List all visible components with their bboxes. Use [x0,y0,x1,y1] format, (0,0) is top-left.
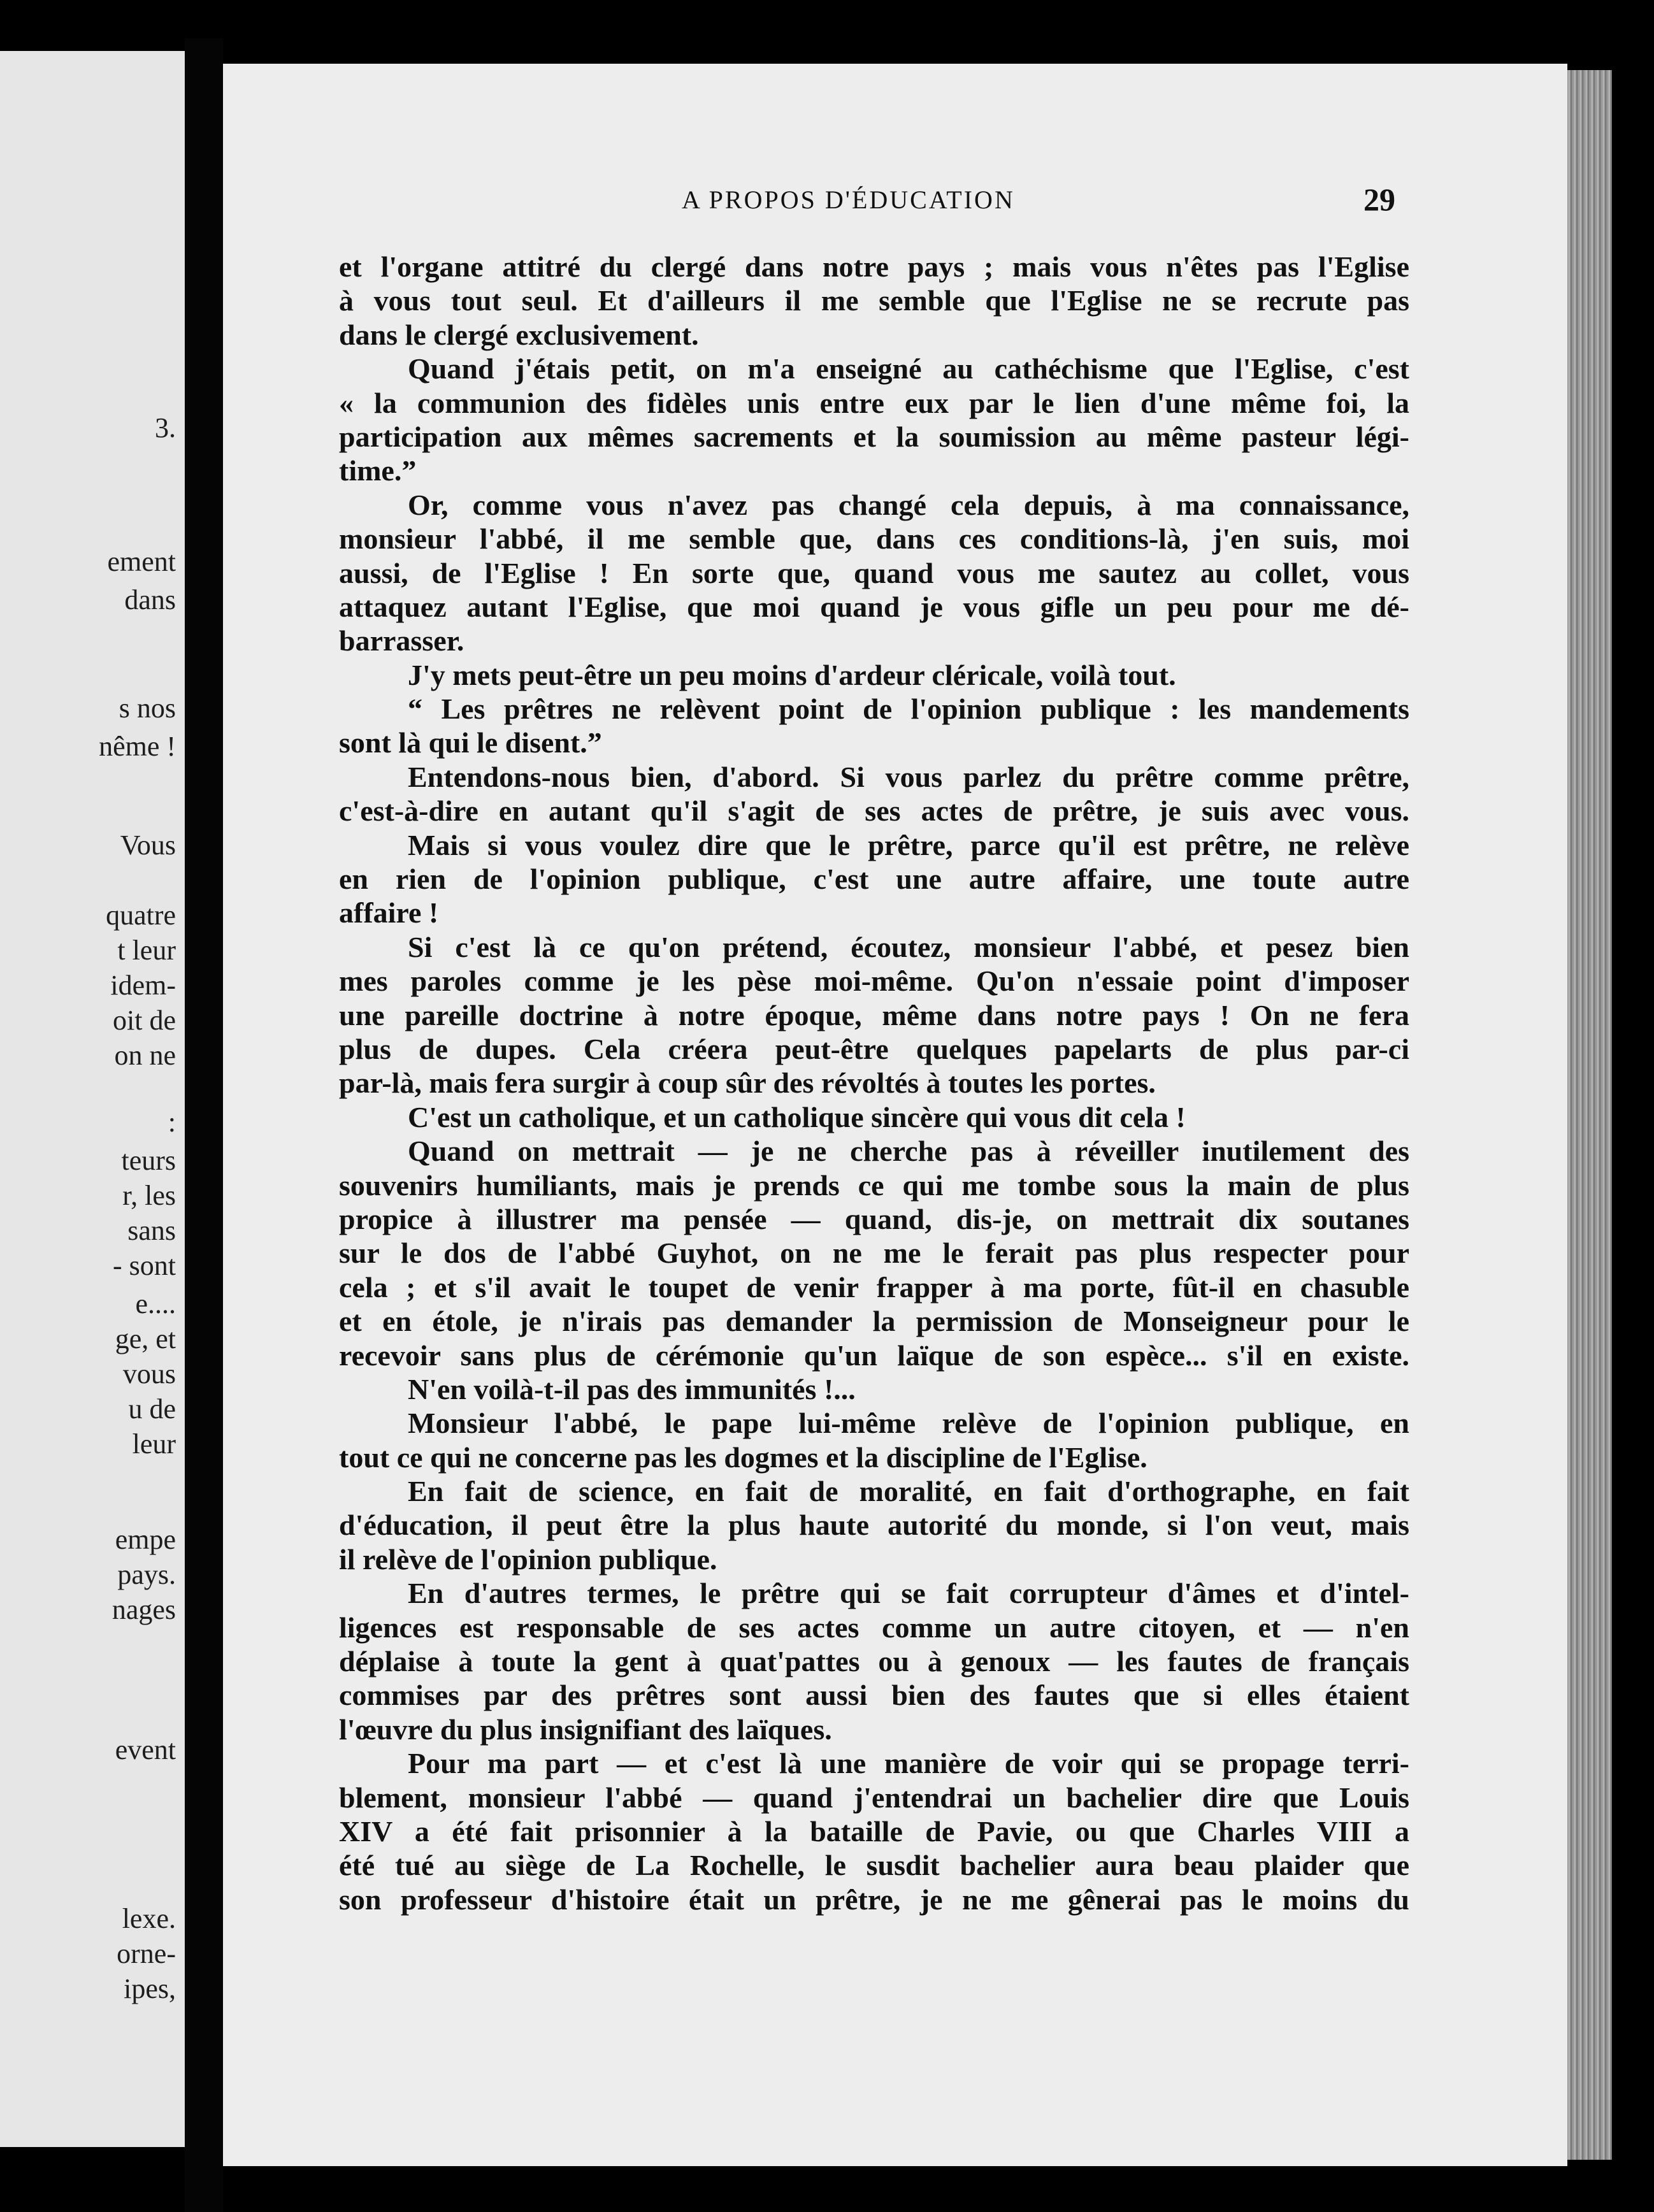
text-line: déplaise à toute la gent à quat'pattes ou à genoux — les fautes de français [339,1645,1409,1678]
text-line: tout ce qui ne concerne pas les dogmes et la discipline de l'Eglise. [339,1440,1147,1474]
text-line: recevoir sans plus de cérémonie qu'un laïque de son espèce... s'il en existe. [339,1339,1409,1372]
text-line: souvenirs humiliants, mais je prends ce qui me tombe sous la main de plus [339,1168,1409,1202]
text-line: sont là qui le disent.” [339,726,602,759]
facing-page-fragment: t leur [117,935,176,966]
text-line: aussi, de l'Eglise ! En sorte que, quand vous me sautez au collet, vous [339,556,1409,589]
body-text [339,250,1409,1916]
book-gutter [185,38,223,2212]
text-line: N'en voilà-t-il pas des immunités !... [408,1372,856,1405]
facing-page-fragment: lexe. [122,1903,176,1934]
facing-page-fragment: oit de [113,1005,176,1036]
facing-page-fragment: event [115,1734,176,1765]
facing-page-fragment: vous [122,1358,176,1390]
text-line: Si c'est là ce qu'on prétend, écoutez, monsieur l'abbé, et pesez bien [408,930,1409,963]
facing-page-fragment: sans [127,1215,176,1246]
text-line: Pour ma part — et c'est là une manière de voir qui se propage terri- [408,1747,1409,1780]
facing-page-fragment: u de [128,1393,176,1425]
book-page [223,64,1567,2166]
text-line: barrasser. [339,624,464,657]
text-line: propice à illustrer ma pensée — quand, dis-je, on mettrait dix soutanes [339,1202,1409,1235]
text-line: été tué au siège de La Rochelle, le susdit bachelier aura beau plaider que [339,1849,1409,1882]
text-line: et l'organe attitré du clergé dans notre pays ; mais vous n'êtes pas l'Eglise [339,250,1409,283]
text-line: blement, monsieur l'abbé — quand j'entendrai un bachelier dire que Louis [339,1781,1409,1814]
text-line: Quand j'étais petit, on m'a enseigné au cathéchisme que l'Eglise, c'est [408,352,1409,385]
text-line: il relève de l'opinion publique. [339,1542,717,1576]
facing-page-fragment: - sont [113,1250,176,1281]
text-line: d'éducation, il peut être la plus haute autorité du monde, si l'on veut, mais [339,1509,1409,1542]
facing-page-fragment: e.... [135,1288,176,1319]
facing-page-fragment: idem- [110,970,176,1001]
facing-page-fragment: nages [111,1594,176,1625]
facing-page-fragment: Vous [120,830,176,861]
facing-page-fragment: pays. [117,1559,176,1590]
text-line: cela ; et s'il avait le toupet de venir frapper à ma porte, fût-il en chasuble [339,1270,1409,1304]
facing-page-fragment: quatre [106,900,176,931]
text-line: time.” [339,454,417,487]
facing-page-fragment: on ne [114,1040,176,1071]
facing-page-fragment: ipes, [124,1973,176,2004]
text-line: c'est-à-dire en autant qu'il s'agit de ses actes de prêtre, je suis avec vous. [339,794,1409,828]
text-line: En d'autres termes, le prêtre qui se fait corrupteur d'âmes et d'intel- [408,1577,1409,1610]
page-number: 29 [1363,182,1395,217]
text-line: XIV a été fait prisonnier à la bataille de Pavie, ou que Charles VIII a [339,1814,1409,1848]
text-line: en rien de l'opinion publique, c'est une autre affaire, une toute autre [339,863,1409,896]
facing-page-fragment: s nos [119,693,176,724]
text-line: l'œuvre du plus insignifiant des laïques. [339,1713,832,1746]
text-line: mes paroles comme je les pèse moi-même. Qu'on n'essaie point d'imposer [339,965,1409,998]
text-line: J'y mets peut-être un peu moins d'ardeur cléricale, voilà tout. [408,658,1176,691]
text-line: dans le clergé exclusivement. [339,318,699,351]
running-head [223,182,1567,229]
text-line: commises par des prêtres sont aussi bien des fautes que si elles étaient [339,1679,1409,1712]
text-line: « la communion des fidèles unis entre eux par le lien d'une même foi, la [339,386,1409,419]
facing-page [0,51,185,2147]
text-line: affaire ! [339,896,439,930]
facing-page-fragment: nême ! [99,731,176,762]
text-line: attaquez autant l'Eglise, que moi quand je vous gifle un peu pour me dé- [339,590,1409,623]
text-line: participation aux mêmes sacrements et la soumission au même pasteur légi- [339,420,1409,453]
text-line: une pareille doctrine à notre époque, même dans notre pays ! On ne fera [339,998,1409,1031]
text-line: Quand on mettrait — je ne cherche pas à réveiller inutilement des [408,1135,1409,1168]
text-line: C'est un catholique, et un catholique sincère qui vous dit cela ! [408,1100,1186,1133]
text-line: ligences est responsable de ses actes comme un autre citoyen, et — n'en [339,1611,1409,1644]
facing-page-fragment: ement [107,546,176,577]
text-line: à vous tout seul. Et d'ailleurs il me semble que l'Eglise ne se recrute pas [339,284,1409,317]
text-line: monsieur l'abbé, il me semble que, dans ces conditions-là, j'en suis, moi [339,522,1409,556]
facing-page-fragment: r, les [122,1180,176,1211]
facing-page-fragment: orne- [117,1938,176,1969]
facing-page-fragment: leur [132,1428,176,1460]
facing-page-fragment: 3. [155,412,176,443]
text-line: En fait de science, en fait de moralité, en fait d'orthographe, en fait [408,1475,1409,1508]
text-line: et en étole, je n'irais pas demander la permission de Monseigneur pour le [339,1305,1409,1338]
facing-page-fragment: : [168,1107,176,1138]
text-line: Mais si vous voulez dire que le prêtre, parce qu'il est prêtre, ne relève [408,828,1409,861]
facing-page-fragment: ge, et [115,1323,176,1354]
text-line: plus de dupes. Cela créera peut-être quelques papelarts de plus par-ci [339,1032,1409,1065]
text-line: par-là, mais fera surgir à coup sûr des révoltés à toutes les portes. [339,1066,1156,1100]
text-line: Or, comme vous n'avez pas changé cela depuis, à ma connaissance, [408,488,1409,521]
facing-page-fragment: empe [115,1524,176,1555]
text-line: son professeur d'histoire était un prêtre, je ne me gênerai pas le moins du [339,1883,1409,1916]
facing-page-fragment: dans [124,584,176,615]
text-line: Entendons-nous bien, d'abord. Si vous parlez du prêtre comme prêtre, [408,760,1409,793]
running-title: A PROPOS D'ÉDUCATION [682,185,1015,214]
text-line: “ Les prêtres ne relèvent point de l'opinion publique : les mandements [408,693,1409,726]
facing-page-fragment: teurs [121,1145,176,1176]
text-line: sur le dos de l'abbé Guyhot, on ne me le ferait pas plus respecter pour [339,1237,1409,1270]
page-edge [1567,70,1612,2160]
text-line: Monsieur l'abbé, le pape lui-même relève de l'opinion publique, en [408,1407,1409,1440]
